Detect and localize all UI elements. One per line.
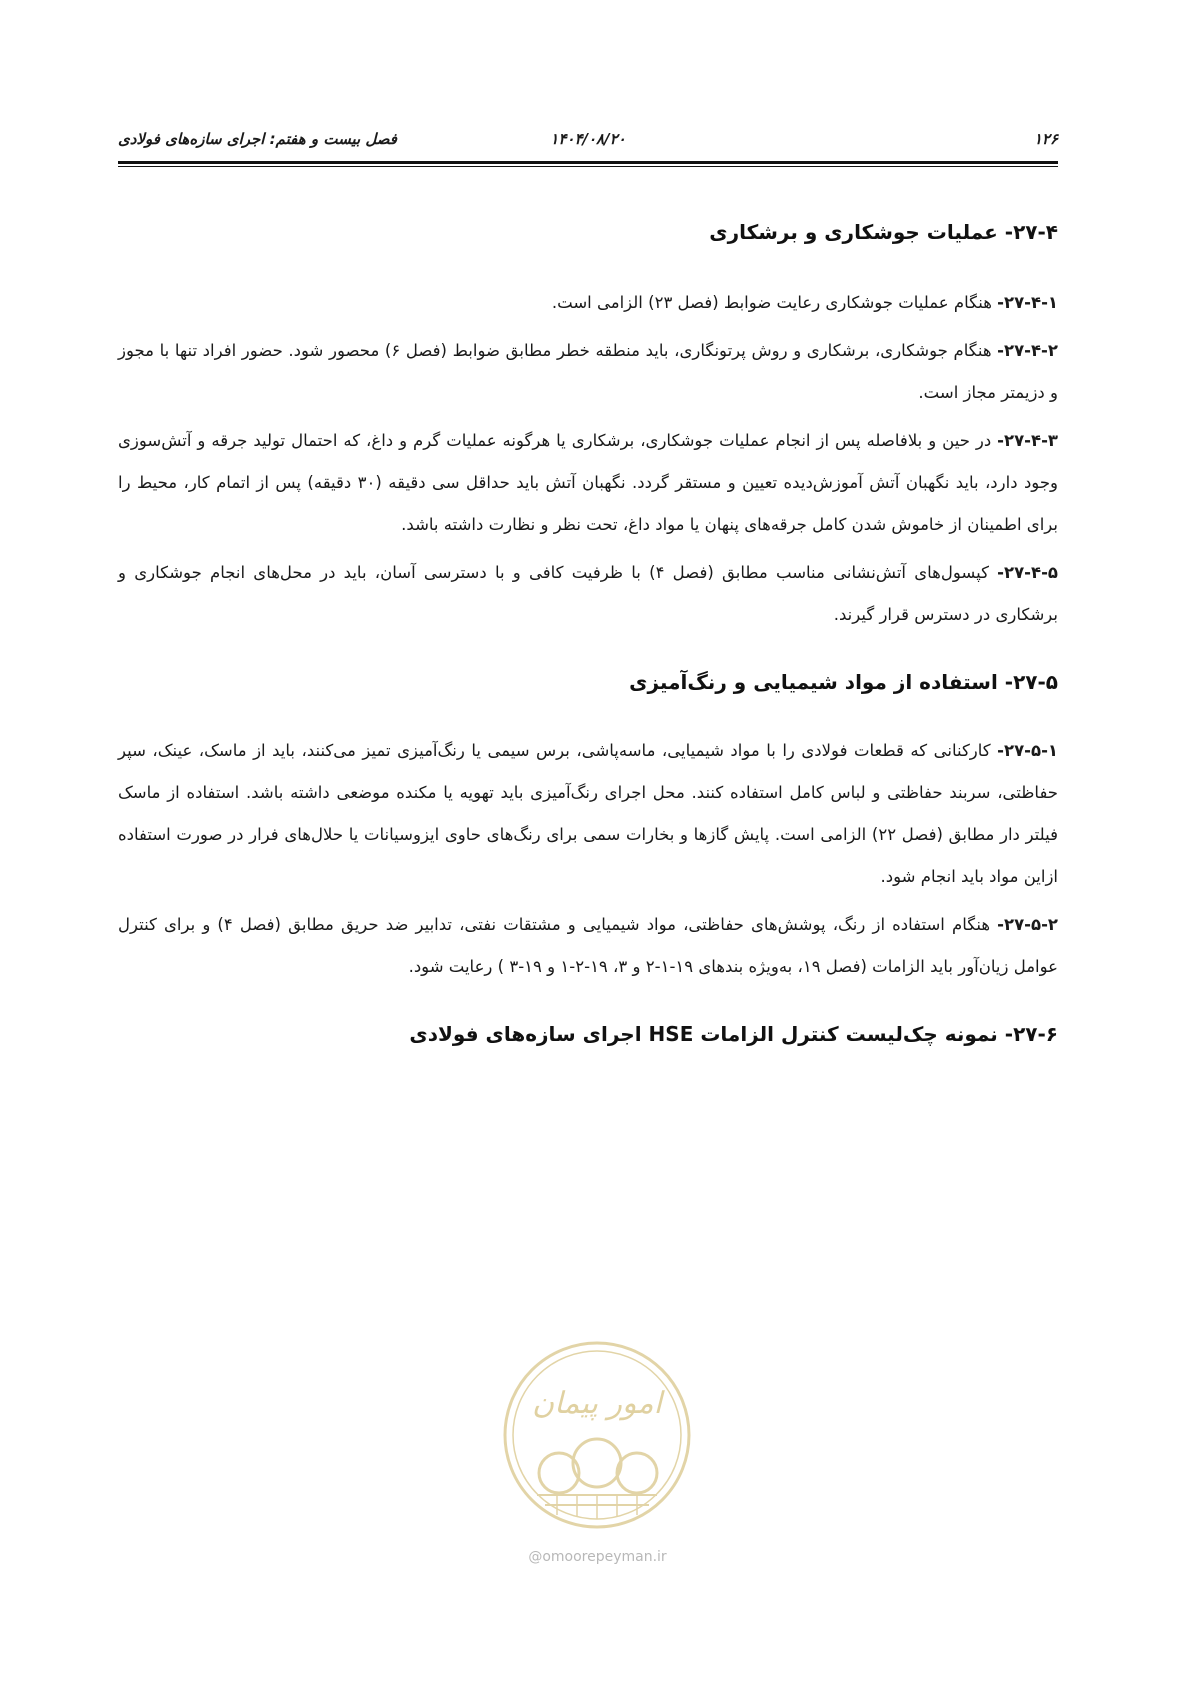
watermark-seal: [497, 1335, 697, 1535]
page-content: [118, 210, 1058, 1056]
clause-text: هنگام جوشکاری، برشکاری و روش پرتونگاری، باید منطقه خطر مطابق ضوابط (فصل ۶) محصور شود. حضور افراد تنها با مجوز و دزیمتر مجاز است.: [118, 341, 1058, 402]
clause-text: هنگام عملیات جوشکاری رعایت ضوابط (فصل ۲۳) الزامی است.: [551, 293, 998, 312]
paragraph-27-4-3: [118, 420, 1058, 546]
clause-number: ۲۷-۴-۵-: [997, 563, 1058, 582]
header-rule-thin: [118, 166, 1058, 167]
gear-icon: [539, 1439, 657, 1493]
chapter-title: فصل بیست و هفتم: اجرای سازه‌های فولادی: [118, 130, 397, 148]
paragraph-27-4-1: [118, 282, 1058, 324]
clause-number: ۲۷-۵-۱-: [997, 741, 1058, 760]
section-heading-chemicals: ۲۷-۵- استفاده از مواد شیمیایی و رنگ‌آمیزی: [629, 670, 1058, 694]
header-date: ۱۴۰۴/۰۸/۲۰: [550, 130, 626, 148]
header-rule: [118, 161, 1058, 164]
paragraph-27-4-2: [118, 330, 1058, 414]
page-header: [118, 126, 1058, 156]
clause-number: ۲۷-۴-۱-: [997, 293, 1058, 312]
clause-text: هنگام استفاده از رنگ، پوشش‌های حفاظتی، مواد شیمیایی و مشتقات نفتی، تدابیر ضد حریق مطابق (فصل ۴) و برای کنترل عوامل زیان‌آور باید الزامات (فصل ۱۹، به‌ویژه بندهای ۱۹-۱-۲ و ۳، ۱۹-۲-۱ و ۱۹-۳ ) رعایت شود.: [118, 915, 1058, 976]
clause-number: ۲۷-۴-۳-: [997, 431, 1058, 450]
seal-text: امور پیمان: [532, 1386, 662, 1421]
clause-number: ۲۷-۵-۲-: [997, 915, 1058, 934]
section-heading-checklist: ۲۷-۶- نمونه چک‌لیست کنترل الزامات HSE اجرای سازه‌های فولادی: [409, 1022, 1058, 1046]
watermark-caption: @omoorepeyman.ir: [528, 1549, 667, 1565]
clause-number: ۲۷-۴-۲-: [997, 341, 1058, 360]
paragraph-27-5-2: [118, 904, 1058, 988]
clause-text: در حین و بلافاصله پس از انجام عملیات جوشکاری، برشکاری یا هرگونه عملیات گرم و داغ، که احتمال تولید جرقه و آتش‌سوزی وجود دارد، باید نگهبان آتش آموزش‌دیده تعیین و مستقر گردد. نگهبان آتش باید حداقل سی دقیقه (۳۰ دقیقه) پس از اتمام کار، محیط را برای اطمینان از خاموش شدن کامل جرقه‌های پنهان یا مواد داغ، تحت نظر و نظارت داشته باشد.: [118, 431, 1058, 534]
page-number: ۱۲۶: [1033, 130, 1058, 148]
clause-text: کارکنانی که قطعات فولادی را با مواد شیمیایی، ماسه‌پاشی، برس سیمی یا رنگ‌آمیزی تمیز می‌کنند، باید از ماسک، عینک، سپر حفاظتی، سربند حفاظتی و لباس کامل استفاده کنند. محل اجرای رنگ‌آمیزی باید تهویه یا مکنده موضعی داشته باشد. استفاده از ماسک فیلتر دار مطابق (فصل ۲۲) الزامی است. پایش گازها و بخارات سمی برای رنگ‌های حاوی ایزوسیانات یا حلال‌های فرار در صورت استفاده ازاین مواد باید انجام شود.: [118, 741, 1058, 886]
section-heading-welding: ۲۷-۴- عملیات جوشکاری و برشکاری: [709, 220, 1058, 244]
paragraph-27-5-1: [118, 730, 1058, 898]
clause-text: کپسول‌های آتش‌نشانی مناسب مطابق (فصل ۴) با ظرفیت کافی و با دسترسی آسان، باید در محل‌های انجام جوشکاری و برشکاری در دسترس قرار گیرند.: [118, 563, 1058, 624]
paragraph-27-4-5: [118, 552, 1058, 636]
